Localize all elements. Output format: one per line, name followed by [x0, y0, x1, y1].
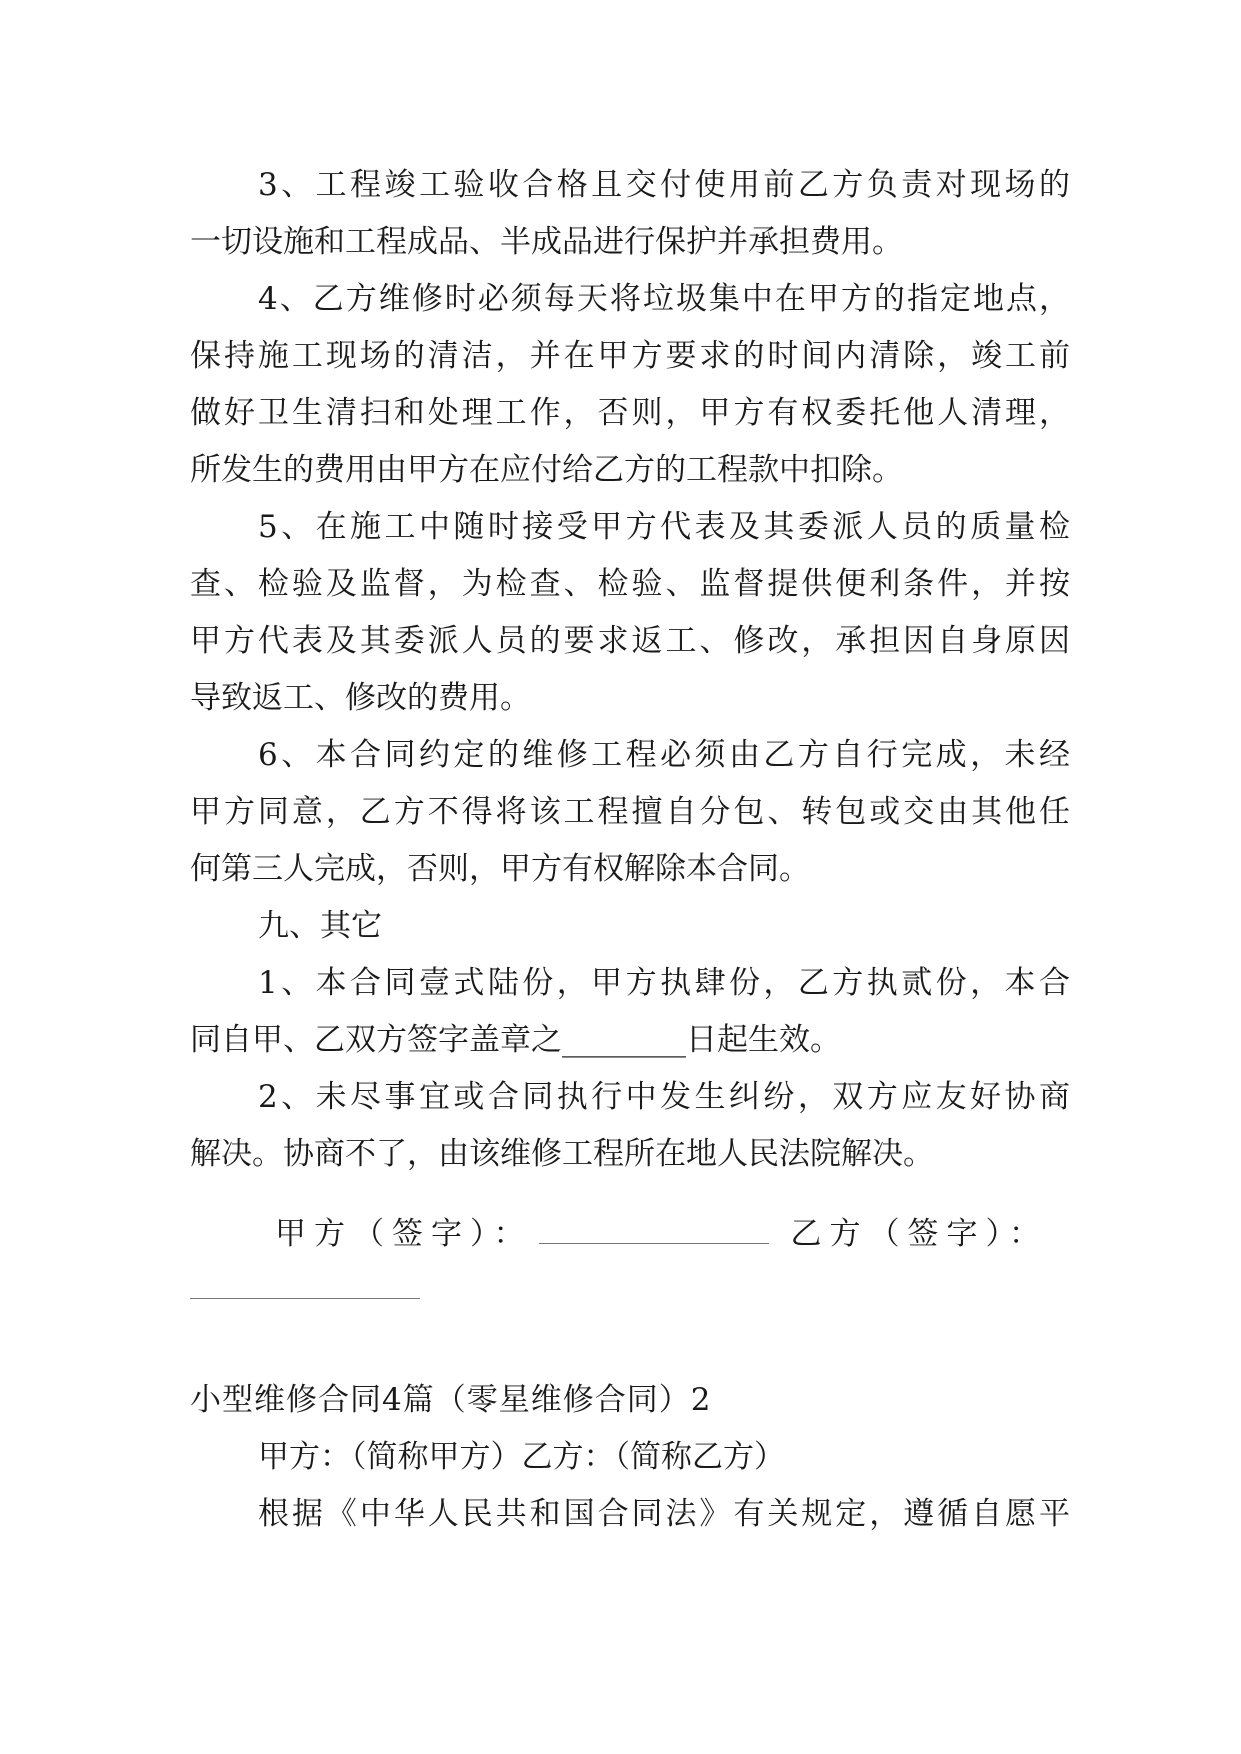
paragraph-line: 3、工程竣工验收合格且交付使用前乙方负责对现场的 — [258, 167, 1070, 203]
paragraph-line: 解决。协商不了，由该维修工程所在地人民法院解决。 — [190, 1136, 934, 1172]
section-title: 小型维修合同4篇（零星维修合同）2 — [190, 1382, 712, 1418]
paragraph-line: 根据《中华人民共和国合同法》有关规定，遵循自愿平 — [258, 1496, 1070, 1532]
paragraph-line: 甲方：（简称甲方）乙方：（简称乙方） — [258, 1439, 785, 1475]
paragraph-line: 2、未尽事宜或合同执行中发生纠纷，双方应友好协商 — [258, 1079, 1070, 1115]
paragraph-line: 一切设施和工程成品、半成品进行保护并承担费用。 — [190, 224, 903, 260]
paragraph-line: 1、本合同壹式陆份，甲方执肆份，乙方执贰份，本合 — [258, 965, 1070, 1001]
paragraph-line: 所发生的费用由甲方在应付给乙方的工程款中扣除。 — [190, 452, 903, 488]
paragraph-line: 做好卫生清扫和处理工作，否则，甲方有权委托他人清理， — [190, 395, 1070, 431]
paragraph-line: 5、在施工中随时接受甲方代表及其委派人员的质量检 — [258, 509, 1070, 545]
paragraph-line: 何第三人完成，否则，甲方有权解除本合同。 — [190, 851, 810, 887]
paragraph-line: 同自甲、乙双方签字盖章之________日起生效。 — [190, 1022, 841, 1058]
paragraph-line: 4、乙方维修时必须每天将垃圾集中在甲方的指定地点， — [258, 281, 1070, 317]
paragraph-line: 导致返工、修改的费用。 — [190, 680, 531, 716]
party-b-signature-label: 乙方（签字）： — [790, 1216, 1048, 1252]
paragraph-line: 甲方代表及其委派人员的要求返工、修改，承担因自身原因 — [190, 623, 1070, 659]
section-heading: 九、其它 — [258, 908, 382, 944]
paragraph-line: 保持施工现场的清洁，并在甲方要求的时间内清除，竣工前 — [190, 338, 1070, 374]
paragraph-line: 6、本合同约定的维修工程必须由乙方自行完成，未经 — [258, 737, 1070, 773]
signature-row — [275, 1213, 1070, 1254]
party-a-signature-label: 甲方（签字）： — [275, 1216, 533, 1252]
party-b-signature-blank — [190, 1298, 420, 1299]
paragraph-line: 甲方同意，乙方不得将该工程擅自分包、转包或交由其他任 — [190, 794, 1070, 830]
party-a-signature-blank — [539, 1213, 769, 1244]
paragraph-line: 查、检验及监督，为检查、检验、监督提供便利条件，并按 — [190, 566, 1070, 602]
